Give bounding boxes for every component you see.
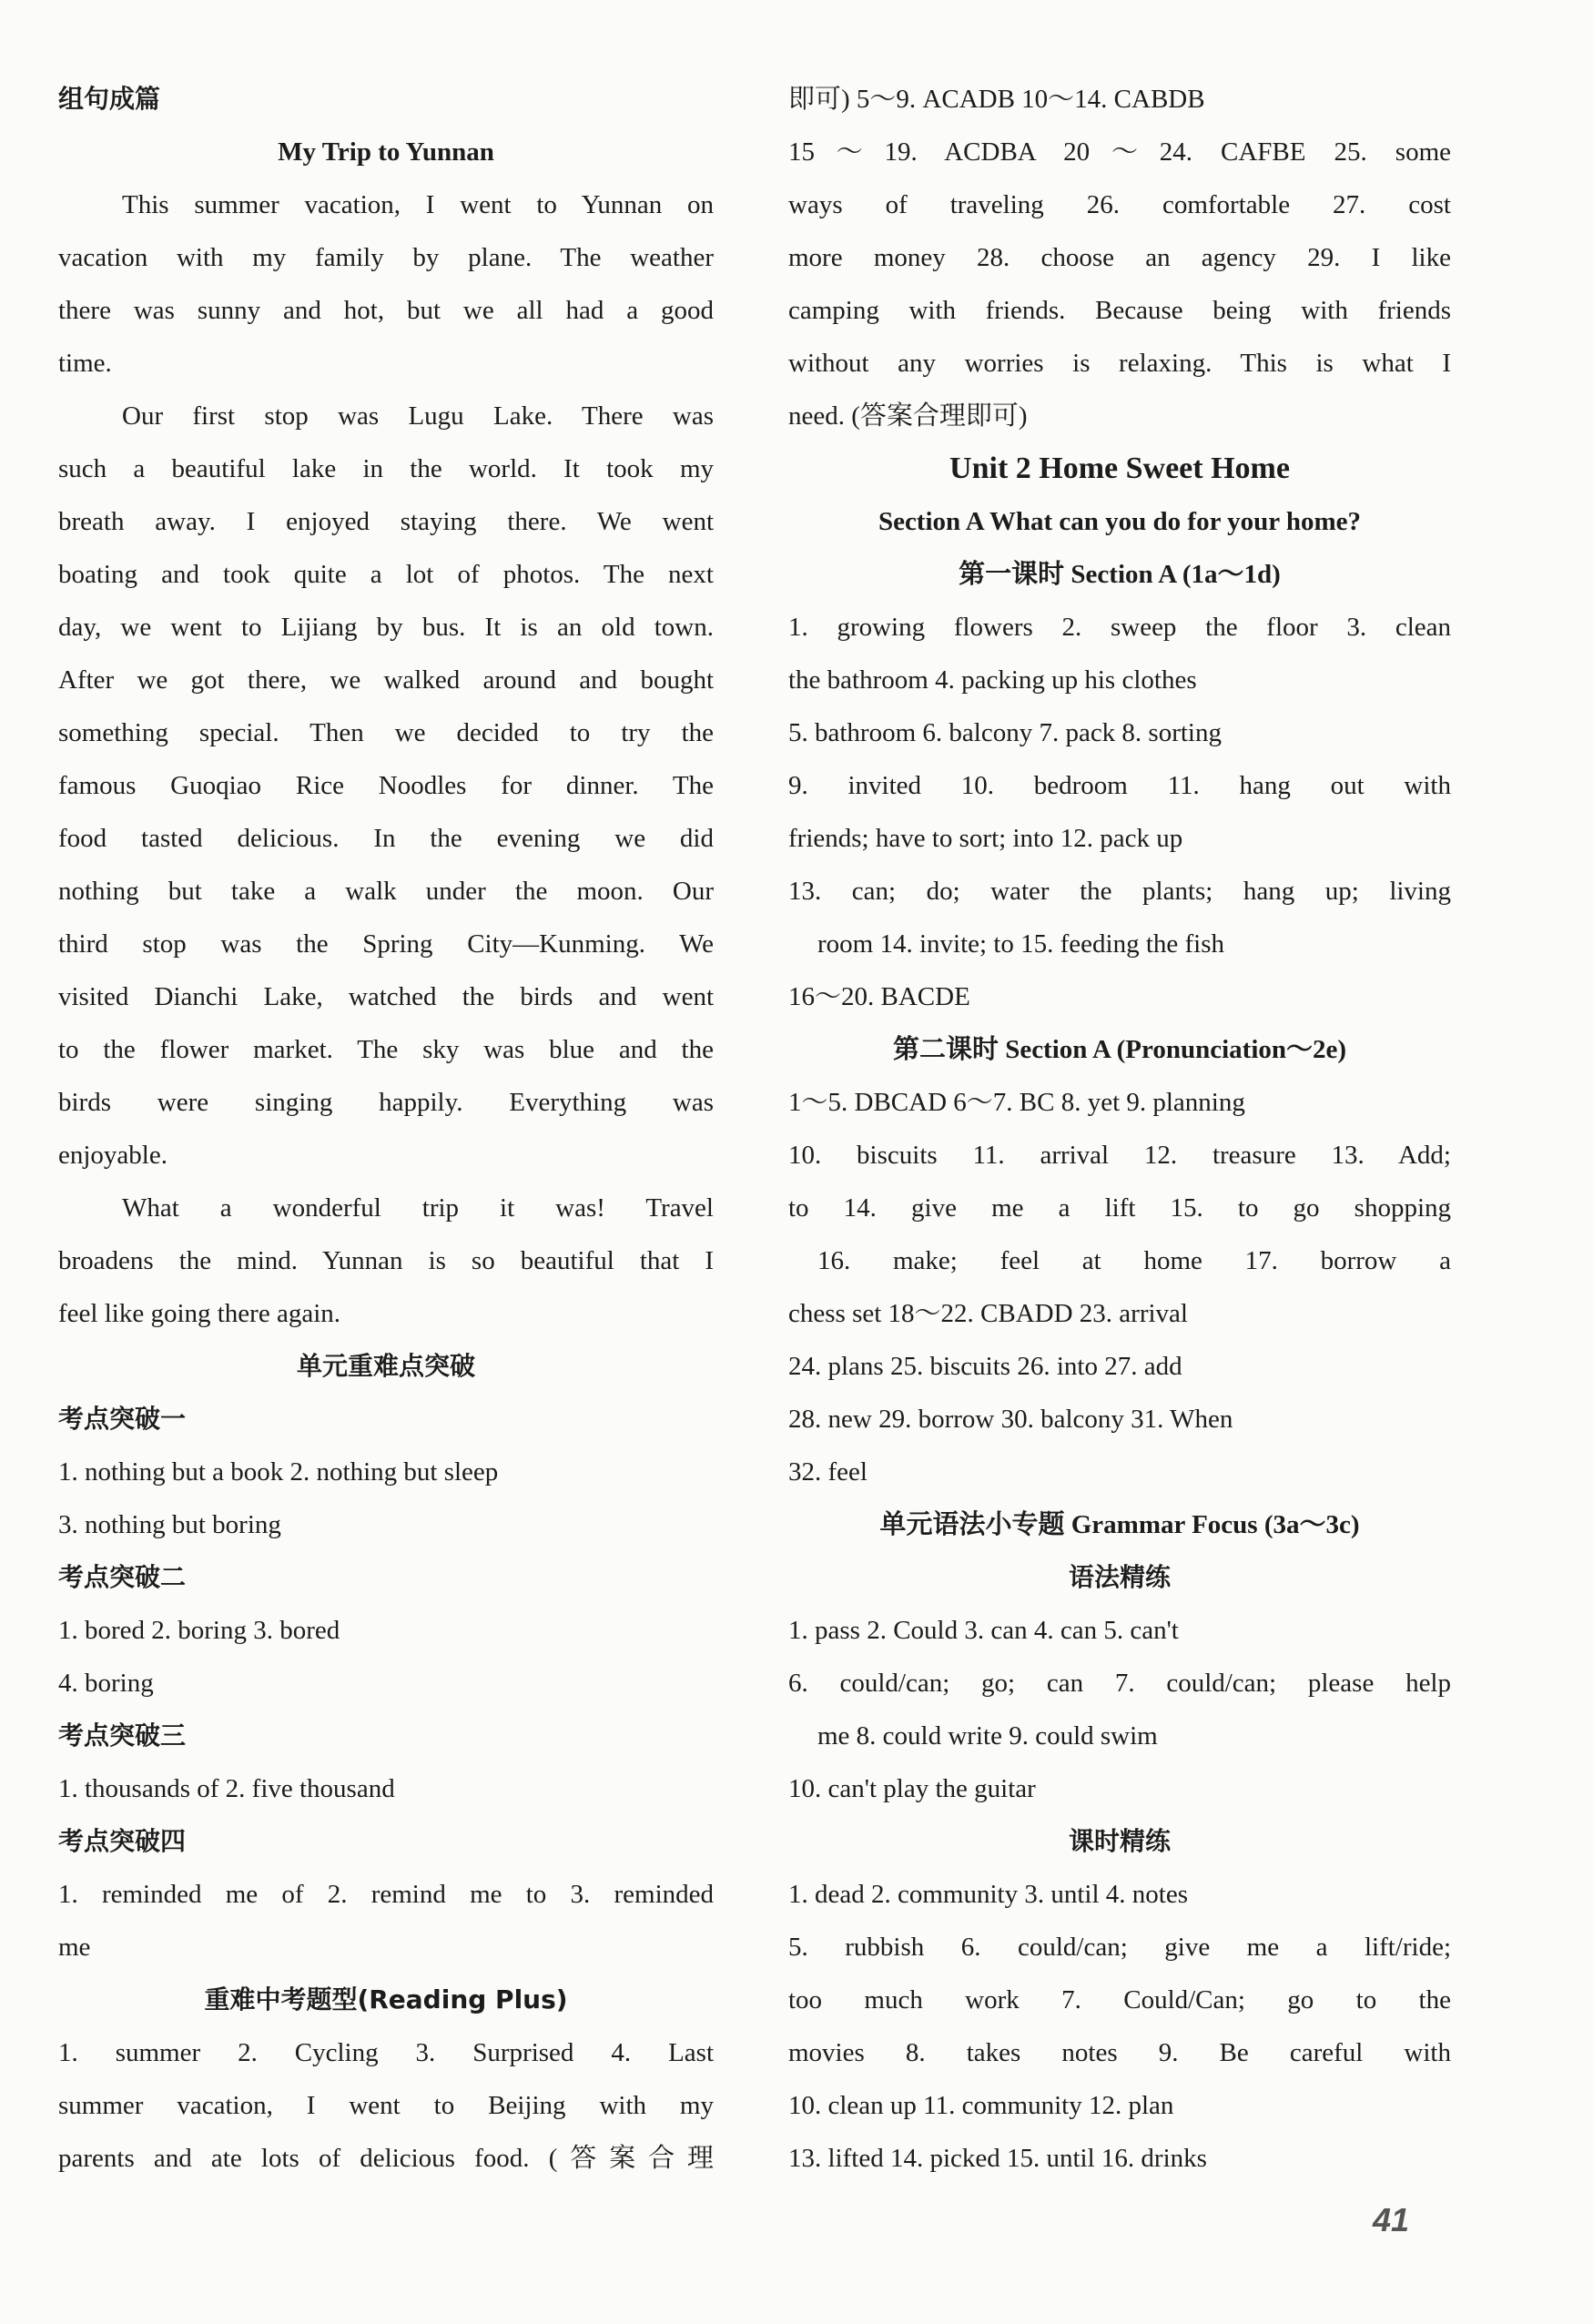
page-number: 41 [1373,2201,1410,2238]
right-line: need. (答案合理即可) [788,401,1028,431]
left-line: 单元重难点突破 [296,1351,475,1381]
right-line: chess set 18～22. CBADD 23. arrival [788,1299,1188,1328]
right-line: 第一课时 Section A (1a～1d) [959,560,1281,589]
right-line: too much work 7. Could/Can; go to the [788,1985,1451,2014]
left-line: such a beautiful lake in the world. It took my [58,454,714,483]
left-line: 1. summer 2. Cycling 3. Surprised 4. Last [58,2038,714,2067]
right-line: 28. new 29. borrow 30. balcony 31. When [788,1405,1233,1434]
right-line: 1. pass 2. Could 3. can 4. can 5. can't [788,1616,1179,1645]
right-line: movies 8. takes notes 9. Be careful with [788,2038,1451,2067]
left-line: visited Dianchi Lake, watched the birds and went [58,982,714,1011]
left-line: 重难中考题型(Reading Plus) [204,1984,568,2014]
left-line: 考点突破四 [58,1826,187,1856]
right-line: without any worries is relaxing. This is what I [788,349,1451,378]
left-line: broadens the mind. Yunnan is so beautiful that I [58,1246,714,1275]
left-line: 1. thousands of 2. five thousand [58,1774,395,1803]
right-line: 5. bathroom 6. balcony 7. pack 8. sorting [788,718,1222,747]
right-line: 5. rubbish 6. could/can; give me a lift/ride; [788,1933,1451,1962]
left-line: famous Guoqiao Rice Noodles for dinner. The [58,771,714,800]
left-line: 考点突破一 [58,1404,187,1434]
left-line: This summer vacation, I went to Yunnan on [122,190,714,219]
left-line: to the flower market. The sky was blue and the [58,1035,714,1064]
left-line: summer vacation, I went to Beijing with my [58,2091,714,2120]
left-line: 4. boring [58,1669,154,1698]
right-line: 13. can; do; water the plants; hang up; living [788,877,1451,906]
right-line: to 14. give me a lift 15. to go shopping [788,1193,1451,1223]
left-line: food tasted delicious. In the evening we did [58,824,714,853]
right-line: 语法精练 [1068,1562,1171,1592]
right-line: 10. biscuits 11. arrival 12. treasure 13. Add; [788,1141,1451,1170]
right-line: 32. feel [788,1457,868,1487]
right-line: 10. clean up 11. community 12. plan [788,2091,1174,2120]
right-line: friends; have to sort; into 12. pack up [788,824,1183,853]
left-line: third stop was the Spring City—Kunming. We [58,929,714,959]
left-line: me [58,1933,91,1962]
left-line: feel like going there again. [58,1299,341,1328]
right-line: 6. could/can; go; can 7. could/can; please help [788,1669,1451,1698]
left-line: 考点突破三 [58,1720,187,1751]
right-column [788,73,1451,2185]
right-line: 24. plans 25. biscuits 26. into 27. add [788,1352,1182,1381]
left-column [58,73,714,2185]
right-line: room 14. invite; to 15. feeding the fish [817,929,1225,959]
right-line: me 8. could write 9. could swim [817,1721,1158,1751]
right-line: 即可) 5～9. ACADB 10～14. CABDB [788,85,1205,114]
left-line: 1. nothing but a book 2. nothing but sleep [58,1457,499,1487]
right-line: 16～20. BACDE [788,982,970,1011]
left-line: birds were singing happily. Everything was [58,1088,714,1117]
left-line: something special. Then we decided to try the [58,718,714,747]
right-line: 16. make; feel at home 17. borrow a [817,1246,1451,1275]
left-line: boating and took quite a lot of photos. The next [58,560,714,589]
left-line: vacation with my family by plane. The weather [58,243,714,272]
left-line: breath away. I enjoyed staying there. We went [58,507,714,536]
left-line: there was sunny and hot, but we all had a good [58,296,714,325]
right-line: 单元语法小专题 Grammar Focus (3a～3c) [879,1510,1360,1539]
right-line: 10. can't play the guitar [788,1774,1036,1803]
left-line: day, we went to Lijiang by bus. It is an old town. [58,613,714,642]
left-line: 1. reminded me of 2. remind me to 3. reminded [58,1880,714,1909]
left-line: What a wonderful trip it was! Travel [122,1193,714,1223]
right-line: 9. invited 10. bedroom 11. hang out with [788,771,1451,800]
left-line: parents and ate lots of delicious food. (答案合理 [58,2144,714,2173]
right-line: 15～19. ACDBA 20～24. CAFBE 25. some [788,137,1451,167]
right-line: camping with friends. Because being with friends [788,296,1451,325]
right-line: 1. dead 2. community 3. until 4. notes [788,1880,1188,1909]
left-line: My Trip to Yunnan [278,137,494,167]
left-line: nothing but take a walk under the moon. Our [58,877,714,906]
right-line: 1. growing flowers 2. sweep the floor 3. clean [788,613,1451,642]
right-line: 第二课时 Section A (Pronunciation～2e) [892,1035,1347,1064]
right-line: 1～5. DBCAD 6～7. BC 8. yet 9. planning [788,1088,1245,1117]
right-line: Section A What can you do for your home? [878,507,1362,536]
left-line: enjoyable. [58,1141,167,1170]
right-line: 13. lifted 14. picked 15. until 16. drinks [788,2144,1207,2173]
left-line: Our first stop was Lugu Lake. There was [122,401,714,431]
right-line: Unit 2 Home Sweet Home [949,452,1290,485]
left-line: 组句成篇 [58,84,161,114]
right-line: 课时精练 [1068,1826,1171,1856]
right-line: ways of traveling 26. comfortable 27. cost [788,190,1451,219]
left-line: 1. bored 2. boring 3. bored [58,1616,340,1645]
left-line: After we got there, we walked around and bought [58,665,714,695]
left-line: time. [58,349,112,378]
right-line: the bathroom 4. packing up his clothes [788,665,1197,695]
right-line: more money 28. choose an agency 29. I like [788,243,1451,272]
left-line: 考点突破二 [58,1562,187,1592]
left-line: 3. nothing but boring [58,1510,281,1539]
